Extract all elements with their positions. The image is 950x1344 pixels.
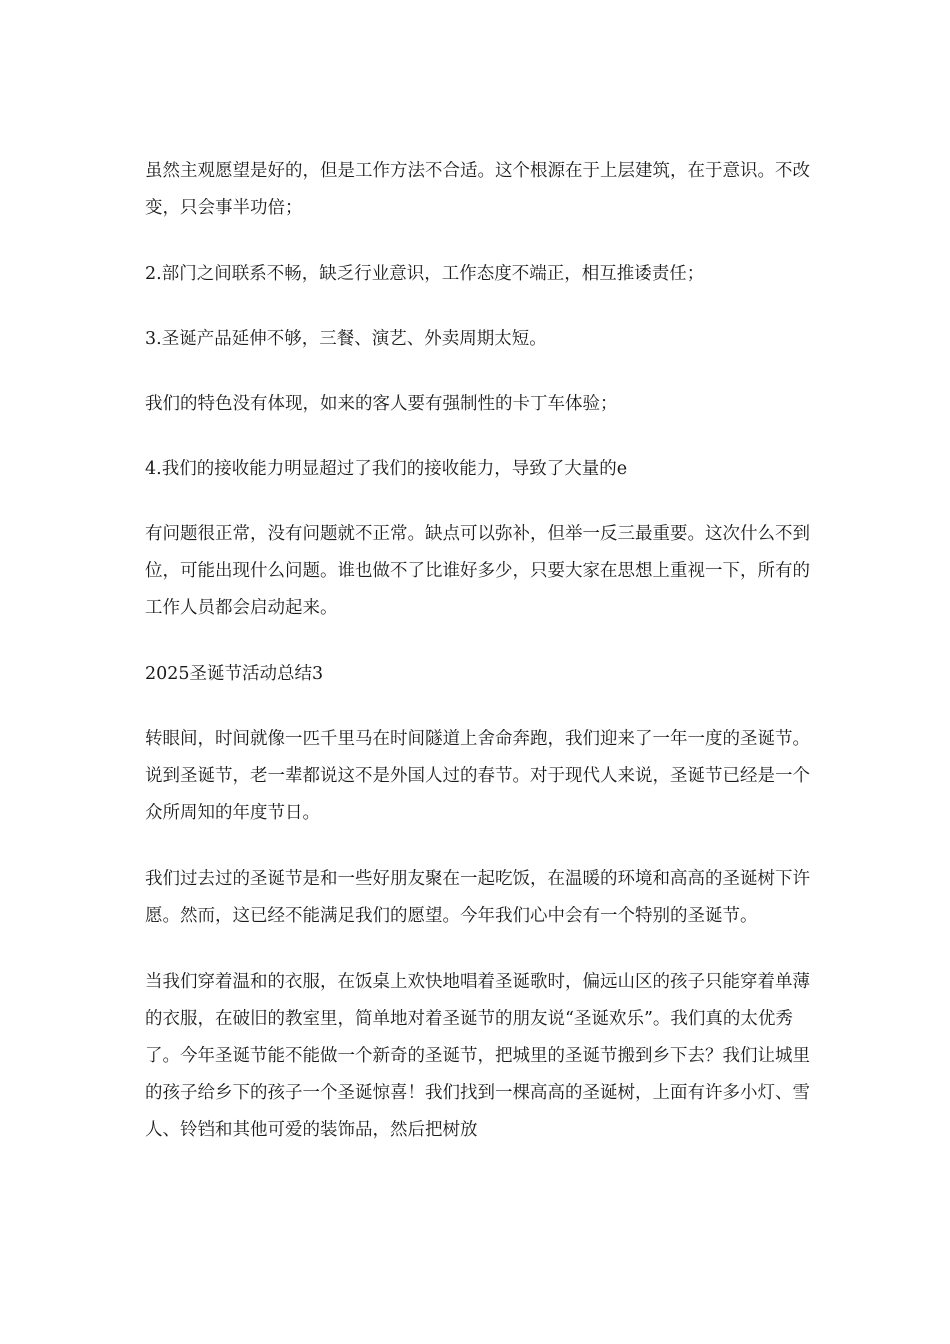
section-paragraph-3: 当我们穿着温和的衣服，在饭桌上欢快地唱着圣诞歌时，偏远山区的孩子只能穿着单薄的衣服，在破旧的教室里，简单地对着圣诞节的朋友说“圣诞欢乐”。我们真的太优秀了。今年圣诞节能不能做一个新奇的圣诞节，把城里的圣诞节搬到乡下去？我们让城里的孩子给乡下的孩子一个圣诞惊喜！我们找到一棵高高的圣诞树，上面有许多小灯、雪人、铃铛和其他可爱的装饰品，然后把树放 — [145, 972, 810, 1140]
paragraph-4: 我们的特色没有体现，如来的客人要有强制性的卡丁车体验； — [145, 394, 618, 414]
paragraph-3: 3.圣诞产品延伸不够，三餐、演艺、外卖周期太短。 — [145, 329, 547, 349]
paragraph-2: 2.部门之间联系不畅，缺乏行业意识，工作态度不端正，相互推诿责任； — [145, 264, 705, 284]
section-paragraph-1: 转眼间，时间就像一匹千里马在时间隧道上舍命奔跑，我们迎来了一年一度的圣诞节。说到圣诞节，老一辈都说这不是外国人过的春节。对于现代人来说，圣诞节已经是一个众所周知的年度节日。 — [145, 729, 810, 823]
section-title: 2025圣诞节活动总结3 — [145, 664, 324, 684]
paragraph-1: 虽然主观愿望是好的，但是工作方法不合适。这个根源在于上层建筑，在于意识。不改变，只会事半功倍； — [145, 161, 810, 218]
paragraph-5: 4.我们的接收能力明显超过了我们的接收能力，导致了大量的e — [145, 459, 628, 479]
document-body — [145, 153, 810, 1178]
paragraph-6: 有问题很正常，没有问题就不正常。缺点可以弥补，但举一反三最重要。这次什么不到位，可能出现什么问题。谁也做不了比谁好多少，只要大家在思想上重视一下，所有的工作人员都会启动起来。 — [145, 524, 810, 618]
section-paragraph-2: 我们过去过的圣诞节是和一些好朋友聚在一起吃饭，在温暖的环境和高高的圣诞树下许愿。然而，这已经不能满足我们的愿望。今年我们心中会有一个特别的圣诞节。 — [145, 869, 810, 926]
